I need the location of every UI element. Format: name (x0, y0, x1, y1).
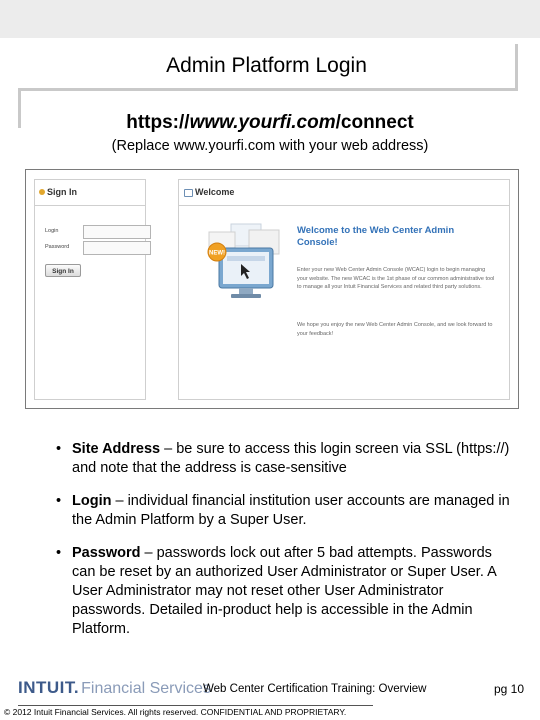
bullet-item (56, 440, 516, 478)
monitor-base-icon (231, 294, 261, 298)
welcome-panel-header (179, 180, 509, 206)
new-badge-text: NEW! (209, 250, 225, 257)
bullet-term: Site Address (72, 441, 161, 457)
bullet-term: Login (72, 493, 112, 509)
bullet-list (56, 440, 516, 653)
bullet-text: – be sure to access this login screen via SSL (https://) and note that the address is case-sensitive (72, 441, 510, 476)
bullet-dot-icon: • (56, 441, 62, 457)
bullet-dot-icon: • (56, 545, 62, 561)
welcome-body-text: Enter your new Web Center Admin Console (WCAC) login to begin managing your website. The new WCAC is the 1st phase of our common administrative tool to manage all your Intuit Financial Services and related third party solutions. (297, 267, 495, 290)
signin-panel-header (35, 180, 145, 206)
bullet-text: – passwords lock out after 5 bad attempts. Passwords can be reset by an authorized User Administrator or Super User. A User Administrator may not reset other User Administrator passwords. Detailed in-product help is accessible in the Admin Platform. (72, 545, 496, 637)
welcome-title: Welcome to the Web Center Admin Console! (297, 225, 455, 248)
monitor-stand-icon (239, 288, 253, 294)
password-label: Password (45, 244, 70, 250)
bullet-dot-icon: • (56, 493, 62, 509)
login-field[interactable] (83, 225, 151, 239)
footer-course-title: Web Center Certification Training: Overview (203, 683, 427, 695)
copyright-notice: © 2012 Intuit Financial Services. All rights reserved. CONFIDENTIAL AND PROPRIETARY. (4, 707, 347, 717)
login-label: Login (45, 228, 59, 234)
signin-heading: Sign In (47, 187, 77, 197)
password-field[interactable] (83, 241, 151, 255)
header-band (0, 0, 540, 38)
welcome-closing-text: We hope you enjoy the new Web Center Admin Console, and we look forward to your feedback! (297, 322, 493, 337)
intuit-logo (18, 678, 211, 700)
welcome-icon (184, 189, 193, 197)
login-url (0, 112, 540, 134)
url-note: (Replace www.yourfi.com with your web address) (111, 138, 429, 154)
page-title: Admin Platform Login (166, 54, 367, 77)
url-prefix: https:// (126, 112, 190, 133)
url-domain: www.yourfi.com (189, 112, 336, 133)
bullet-item (56, 492, 516, 530)
logo-intuit: INTUIT. (18, 678, 80, 697)
title-box (18, 44, 518, 91)
welcome-panel (178, 179, 510, 400)
key-icon (39, 189, 45, 195)
url-suffix: /connect (335, 112, 414, 133)
page-number: pg 10 (494, 682, 525, 696)
computer-illustration (201, 220, 287, 312)
footer-divider (18, 705, 373, 706)
signin-panel (34, 179, 146, 400)
signin-button[interactable]: Sign In (45, 264, 81, 277)
bullet-item (56, 544, 516, 639)
screen-bar-icon (227, 256, 265, 261)
welcome-heading-label: Welcome (195, 187, 235, 197)
bullet-text: – individual financial institution user accounts are managed in the Admin Platform by a Super User. (72, 493, 510, 528)
logo-financial-services: Financial Services (81, 680, 211, 697)
login-screenshot (25, 169, 519, 409)
bullet-term: Password (72, 545, 141, 561)
